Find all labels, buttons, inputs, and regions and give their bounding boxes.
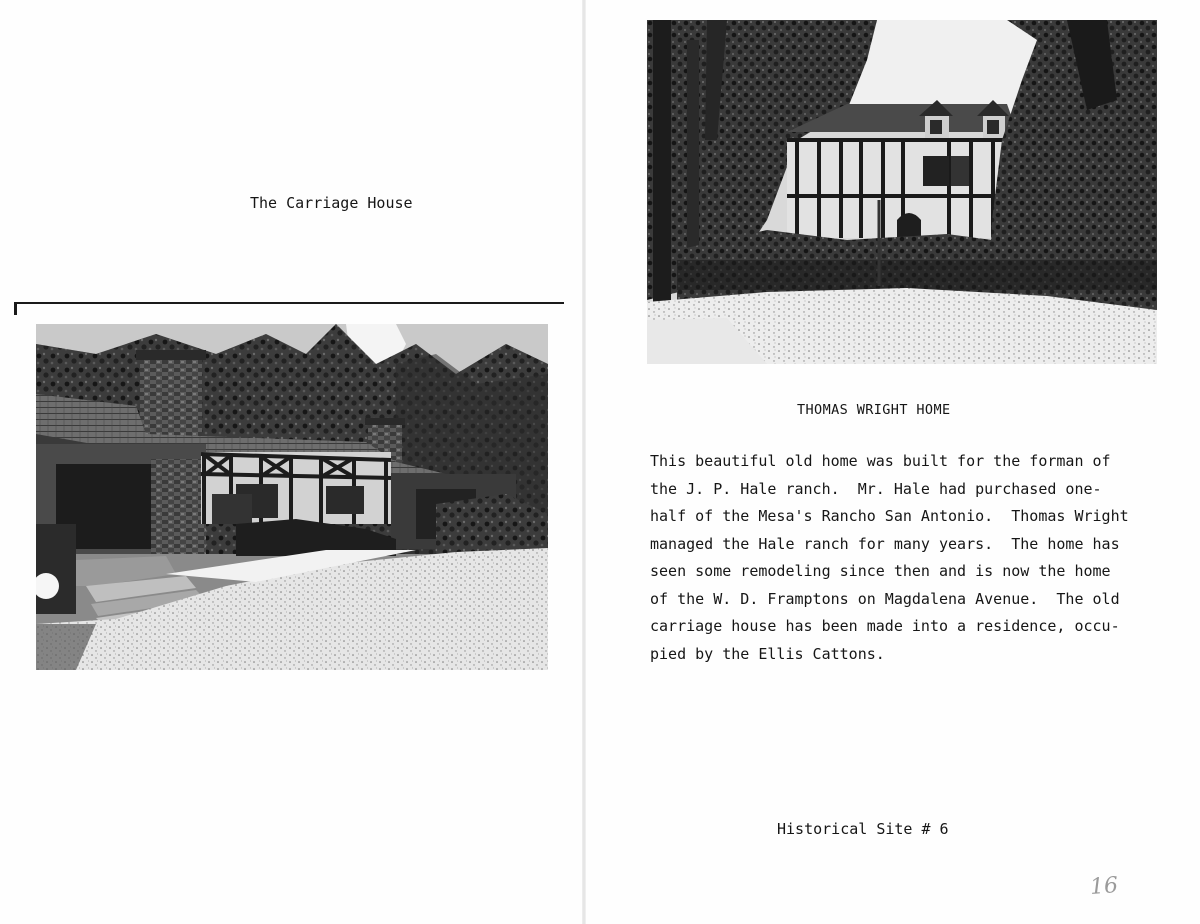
carriage-house-caption: The Carriage House — [250, 194, 413, 212]
description-line: the J. P. Hale ranch. Mr. Hale had purchased one- — [650, 479, 1102, 498]
description-line: of the W. D. Framptons on Magdalena Avenue. The old — [650, 589, 1120, 608]
carriage-house-photo — [36, 324, 548, 670]
historical-site-label: Historical Site # 6 — [777, 820, 949, 838]
home-description — [650, 448, 1170, 668]
description-line: half of the Mesa's Rancho San Antonio. Thomas Wright — [650, 507, 1129, 525]
home-title: THOMAS WRIGHT HOME — [797, 402, 951, 418]
photo-mount-rule — [14, 302, 564, 304]
thomas-wright-home-photo — [647, 20, 1157, 364]
description-line: seen some remodeling since then and is now the home — [650, 562, 1111, 580]
description-line: carriage house has been made into a residence, occu- — [650, 617, 1120, 635]
description-line: pied by the Ellis Cattons. — [650, 644, 885, 663]
photo-mount-corner — [14, 302, 17, 315]
description-line: managed the Hale ranch for many years. The home has — [650, 534, 1120, 553]
handwritten-page-number: 16 — [1089, 873, 1119, 900]
description-line: This beautiful old home was built for the forman of — [650, 452, 1111, 470]
